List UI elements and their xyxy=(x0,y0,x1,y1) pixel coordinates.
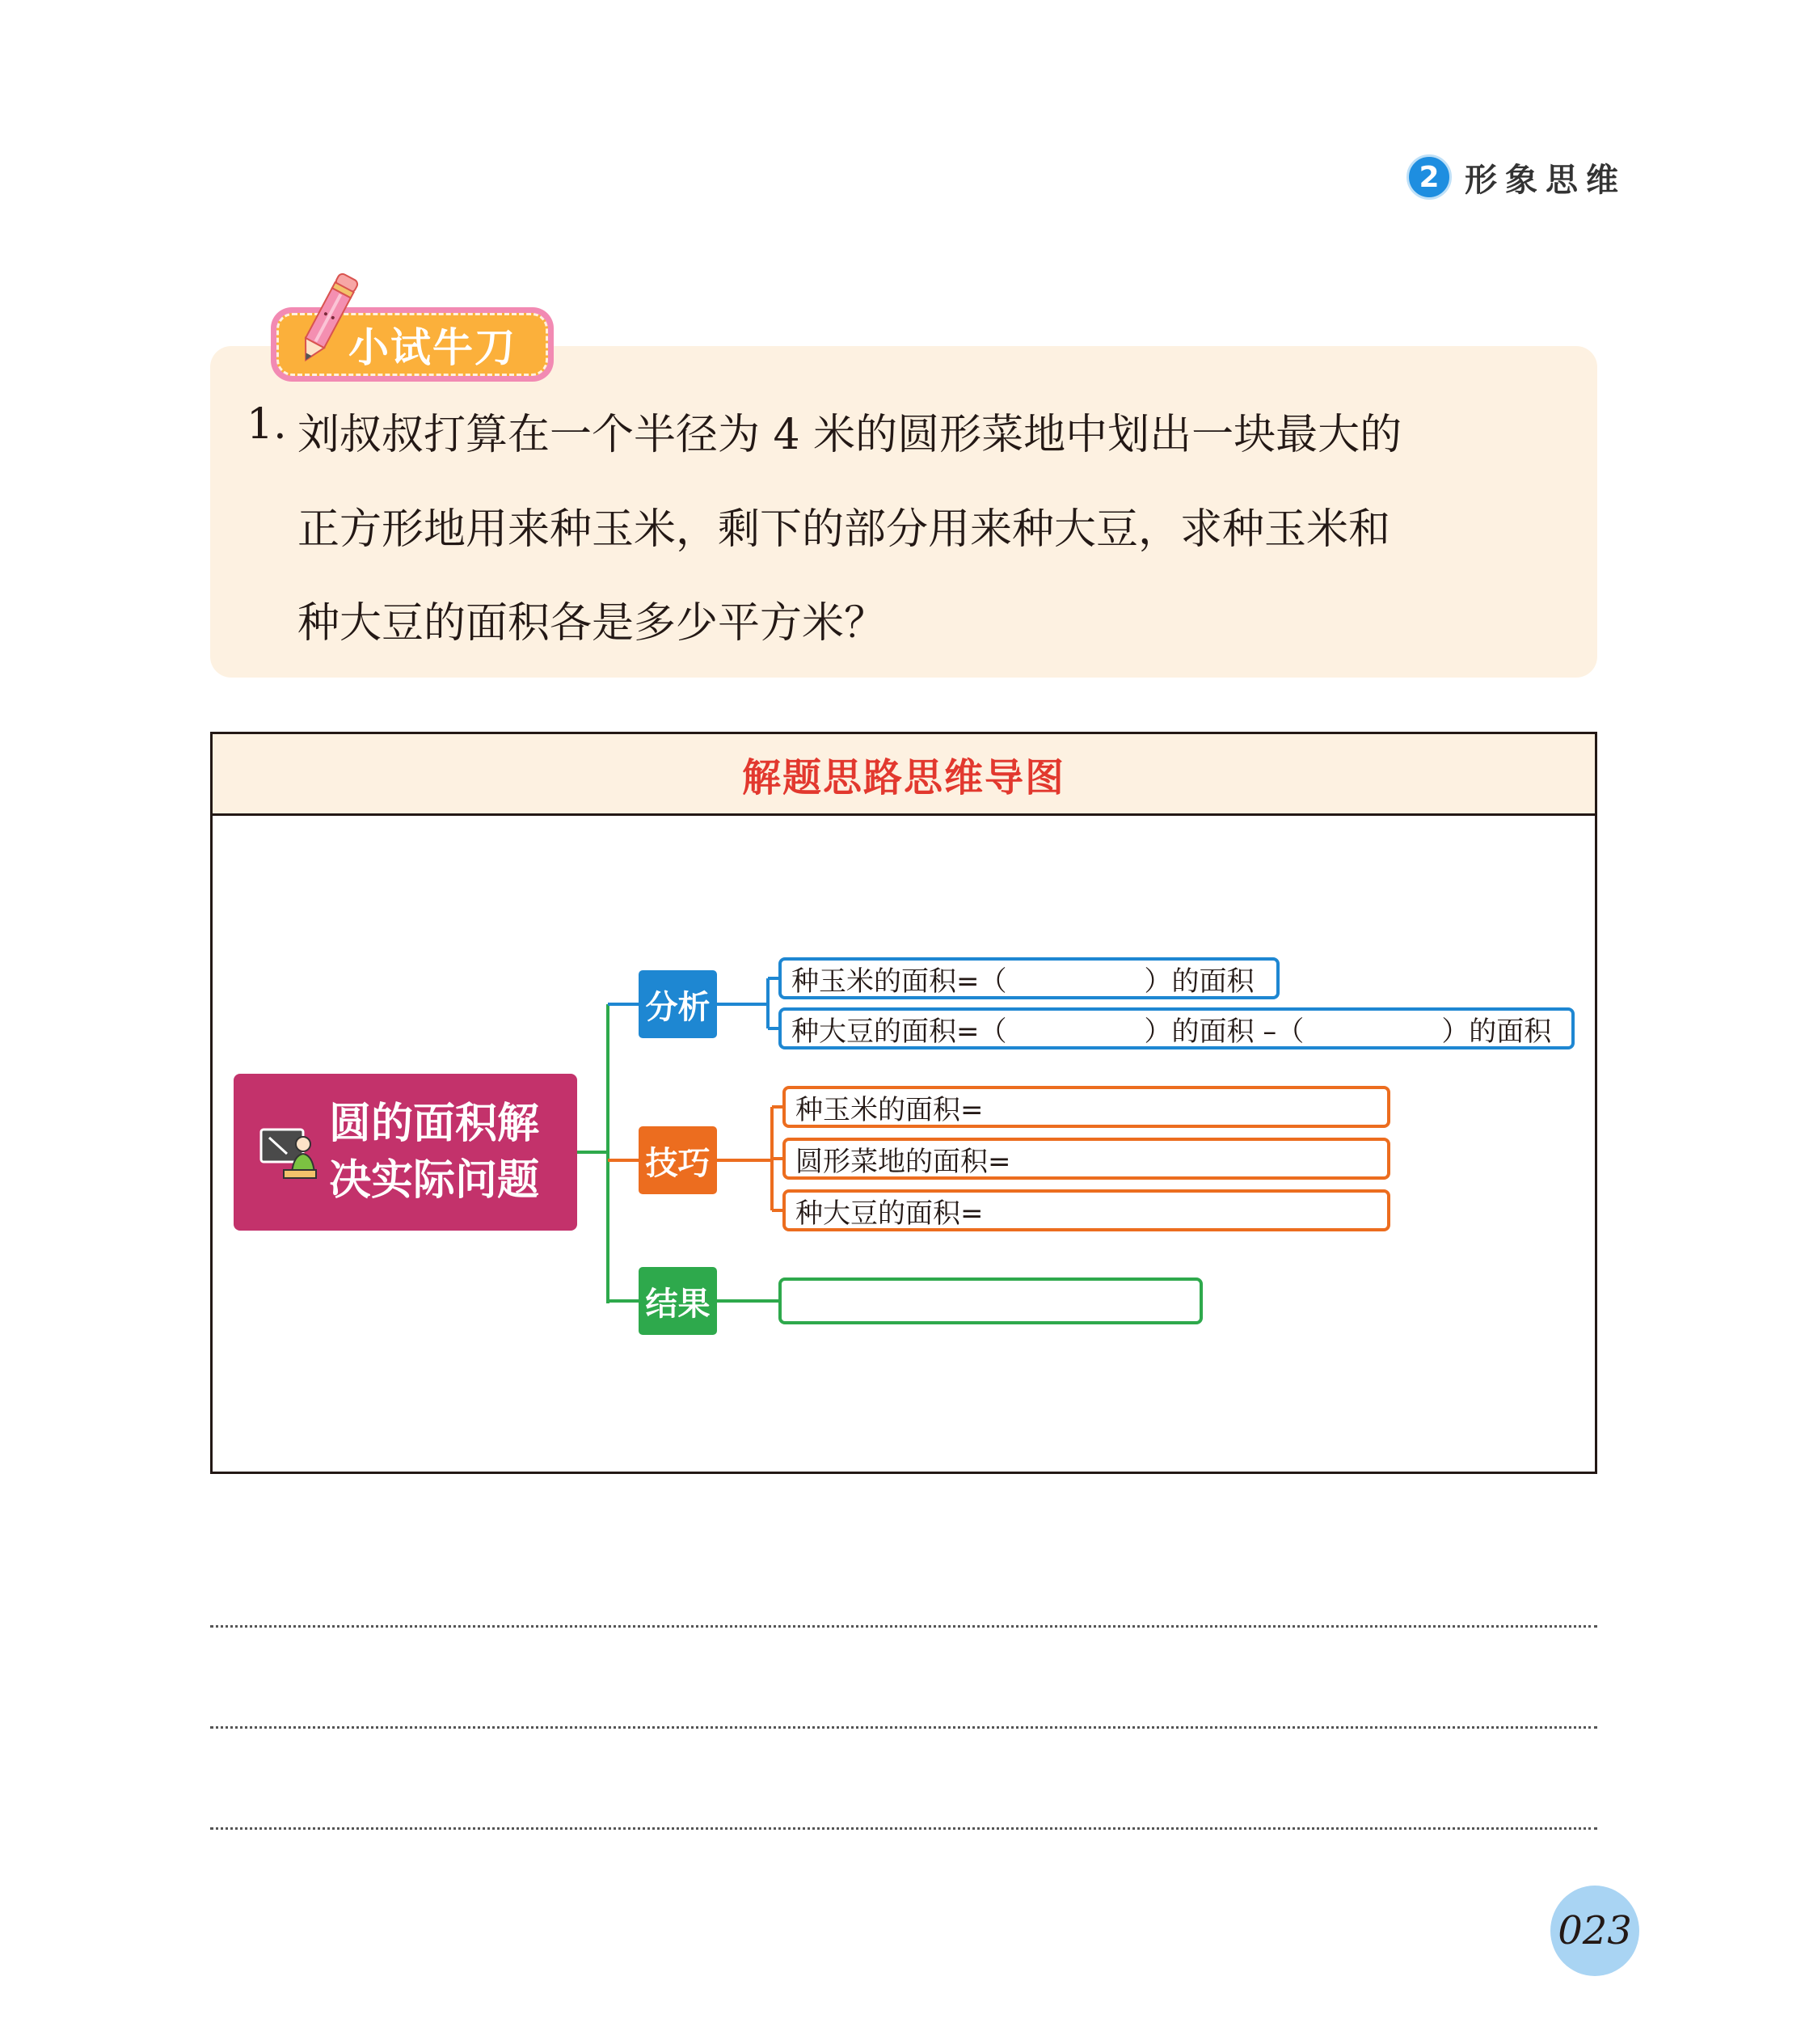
answer-line-2[interactable] xyxy=(210,1726,1597,1729)
chapter-number-badge: 2 xyxy=(1406,154,1452,200)
mindmap-title: 解题思路思维导图 xyxy=(741,754,1065,800)
pencil-icon xyxy=(283,267,372,372)
analysis-soy-area xyxy=(778,1007,1575,1049)
chapter-title: 形象思维 xyxy=(1465,161,1626,199)
analysis-corn-area xyxy=(778,957,1280,999)
category-analysis: 分析 xyxy=(639,970,717,1038)
page-number-badge xyxy=(1550,1886,1639,1976)
mindmap-root-label: 圆的面积解决实际问题 xyxy=(329,1100,540,1205)
page-number: 023 xyxy=(1558,1908,1632,1953)
analysis-soy-prefix: 种大豆的面积=（ xyxy=(791,1015,1007,1048)
technique-corn-label: 种玉米的面积= xyxy=(795,1093,984,1126)
category-result: 结果 xyxy=(639,1267,717,1335)
chapter-header xyxy=(1406,154,1626,201)
category-technique: 技巧 xyxy=(639,1126,717,1194)
technique-soy-area[interactable] xyxy=(782,1189,1390,1231)
technique-corn-area[interactable] xyxy=(782,1086,1390,1128)
answer-line-3[interactable] xyxy=(210,1827,1597,1830)
question-line-2: 正方形地用来种玉米，剩下的部分用来种大豆，求种玉米和 xyxy=(297,505,1391,554)
question-line-3: 种大豆的面积各是多少平方米？ xyxy=(297,599,887,648)
question-line-1: 刘叔叔打算在一个半径为 4 米的圆形菜地中划出一块最大的 xyxy=(297,411,1402,459)
analysis-soy-mid: ）的面积 –（ xyxy=(1144,1015,1305,1048)
analysis-corn-suffix: ）的面积 xyxy=(1144,965,1255,998)
technique-soy-label: 种大豆的面积= xyxy=(795,1197,984,1230)
answer-line-1[interactable] xyxy=(210,1625,1597,1628)
technique-circle-area[interactable] xyxy=(782,1138,1390,1180)
result-answer-box[interactable] xyxy=(778,1278,1203,1324)
mindmap-root-node xyxy=(234,1074,577,1231)
mindmap-header xyxy=(213,734,1595,816)
technique-circle-label: 圆形菜地的面积= xyxy=(795,1145,1011,1178)
analysis-corn-prefix: 种玉米的面积=（ xyxy=(791,965,1007,998)
teacher-blackboard-icon xyxy=(259,1123,318,1181)
section-badge-label: 小试牛刀 xyxy=(348,324,517,371)
analysis-soy-suffix: ）的面积 xyxy=(1441,1015,1552,1048)
question-number: 1. xyxy=(247,400,287,449)
